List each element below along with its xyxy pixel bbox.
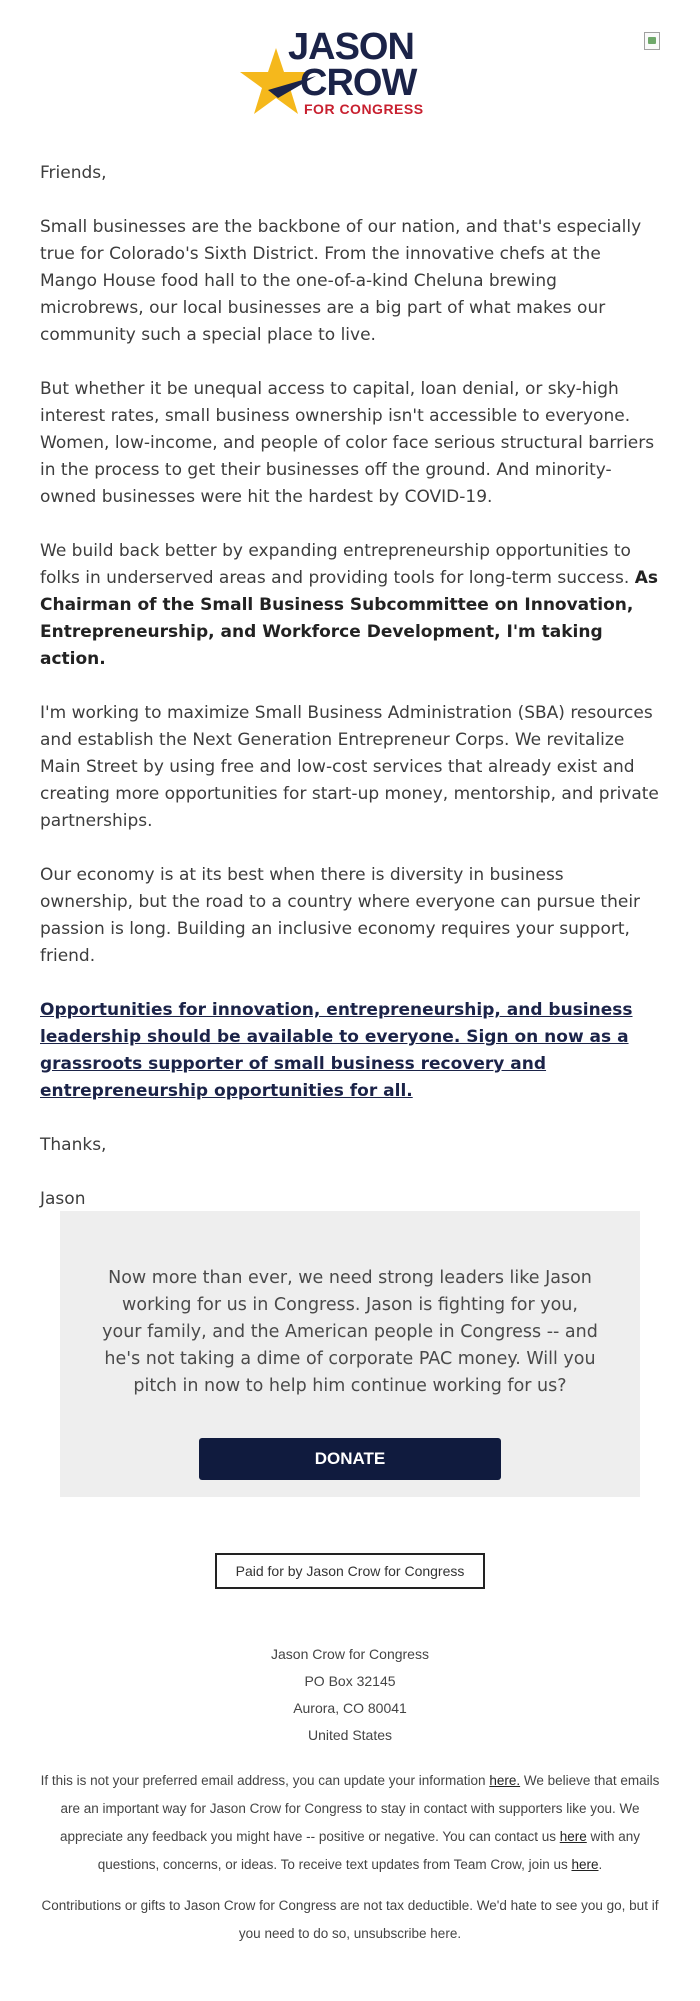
logo-text-jason: JASON (288, 26, 414, 68)
paragraph-5: Our economy is at its best when there is diversity in business ownership, but the road to a country where everyone can pursue their passion is long. Building an inclusive economy requires your support, friend. (40, 865, 641, 966)
address-box: PO Box 32145 (304, 1673, 396, 1689)
letter-body (40, 160, 660, 1240)
note1-text-d: . (598, 1857, 603, 1872)
note1-text-a: If this is not your preferred email address, you can update your information (40, 1773, 490, 1788)
address-city: Aurora, CO 80041 (293, 1700, 407, 1716)
greeting: Friends, (40, 163, 107, 183)
paragraph-3 (40, 538, 660, 673)
paid-for-disclaimer: Paid for by Jason Crow for Congress (215, 1553, 485, 1589)
address-country: United States (307, 1727, 393, 1743)
paragraph-1: Small businesses are the backbone of our nation, and that's especially true for Colorado's Sixth District. From the innovative chefs at the Mango House food hall to the one-of-a-kind Cheluna brewing microbrews, our local businesses are a big part of what makes our community such a special place to live. (40, 217, 642, 345)
paragraph-2: But whether it be unequal access to capital, loan denial, or sky-high interest rates, small business ownership isn't accessible to everyone. Women, low-income, and people of color face serious structural barriers in the process to get their businesses off the ground. And minority-owned businesses were hit the hardest by COVID-19. (40, 379, 655, 507)
text-updates-link[interactable]: here (571, 1857, 599, 1872)
sign-on-link[interactable]: Opportunities for innovation, entrepreneurship, and business leadership should be available to everyone. Sign on now as a grassroots supporter of small business recovery and entrepreneurship opportunities for all. (40, 1000, 633, 1101)
contact-us-link[interactable]: here (559, 1829, 587, 1844)
update-info-link[interactable]: here. (489, 1773, 521, 1788)
paragraph-3-bold: As Chairman of the Small Business Subcommittee on Innovation, Entrepreneurship, and Workforce Development, I'm taking action. (40, 568, 658, 669)
logo-text-crow: CROW (300, 62, 417, 104)
broken-image-icon (644, 32, 660, 50)
tax-unsubscribe-note[interactable]: Contributions or gifts to Jason Crow for Congress are not tax deductible. We'd hate to see you go, but if you need to do so, unsubscribe here. (41, 1898, 659, 1941)
paragraph-3-text: We build back better by expanding entrepreneurship opportunities to folks in underserved areas and providing tools for long-term success. (40, 541, 635, 588)
mailing-address (0, 1641, 700, 1749)
logo-text-for-congress: FOR CONGRESS (304, 101, 424, 117)
signature: Jason (40, 1189, 86, 1209)
cta-paragraph (40, 997, 660, 1105)
donate-panel (60, 1211, 640, 1497)
donate-appeal-text: Now more than ever, we need strong leaders like Jason working for us in Congress. Jason is fighting for you, your family, and the American people in Congress -- and he's not taking a dime of corporate PAC money. Will you pitch in now to help him continue working for us? (102, 1268, 598, 1396)
donate-button[interactable]: DONATE (199, 1438, 501, 1480)
jason-crow-logo[interactable] (238, 28, 438, 120)
note1-text-b: We believe that emails are an important way for Jason Crow for Congress to stay in contact with supporters like you. We appreciate any feedback you might have -- positive or negative. You can contact us (59, 1773, 660, 1844)
paragraph-4: I'm working to maximize Small Business Administration (SBA) resources and establish the Next Generation Entrepreneur Corps. We revitalize Main Street by using free and low-cost services that already exist and creating more opportunities for start-up money, mentorship, and private partnerships. (40, 703, 659, 831)
preferences-note (40, 1767, 660, 1879)
address-org: Jason Crow for Congress (271, 1646, 429, 1662)
note1-text-c: with any questions, concerns, or ideas. To receive text updates from Team Crow, join us (97, 1829, 641, 1872)
signoff: Thanks, (40, 1135, 107, 1155)
email-header (0, 0, 700, 130)
